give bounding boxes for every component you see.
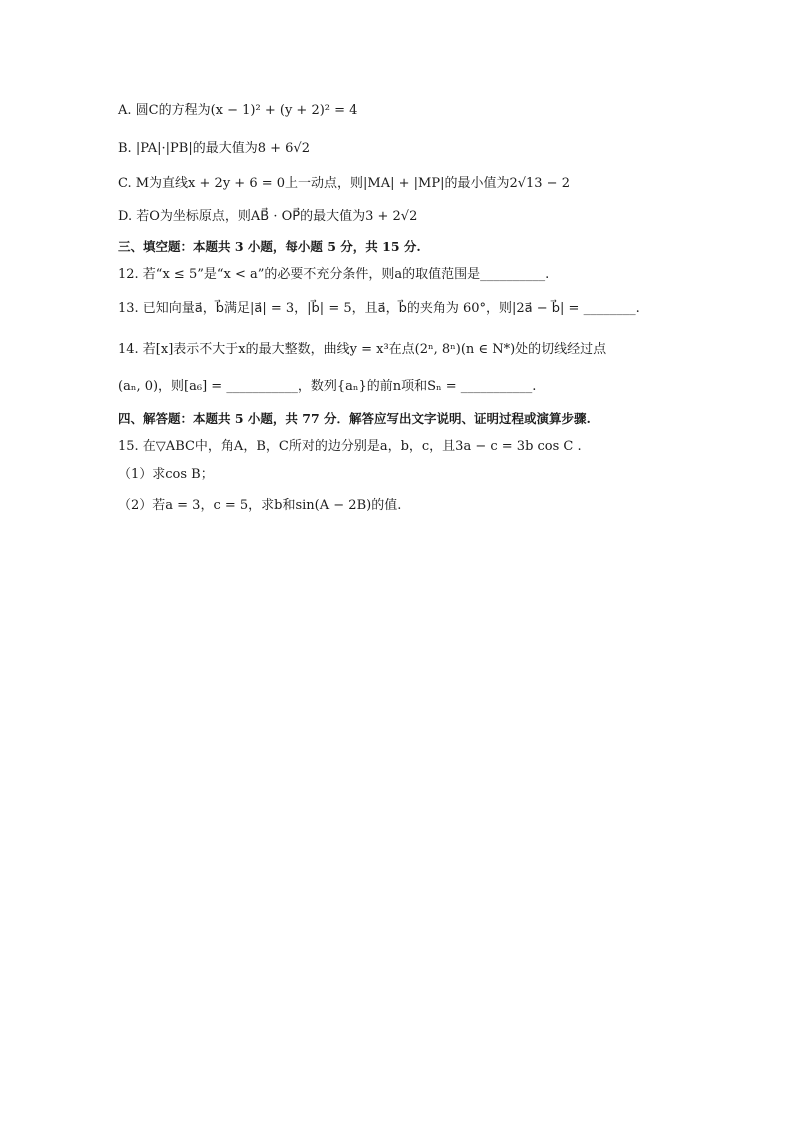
question-13: 13. 已知向量a⃗，b⃗满足|a⃗| = 3，|b⃗| = 5，且a⃗，b⃗的夹角为 60°，则|2a⃗ − b⃗| = ________. — [118, 301, 640, 316]
option-a: A. 圆C的方程为(x − 1)² + (y + 2)² = 4 — [118, 103, 358, 118]
question-14-line2: (aₙ, 0)，则[a₆] = ___________，数列{aₙ}的前n项和Sₙ = ___________. — [118, 379, 537, 394]
question-14-line1: 14. 若[x]表示不大于x的最大整数，曲线y = x³在点(2ⁿ, 8ⁿ)(n ∈ N*)处的切线经过点 — [118, 342, 607, 357]
option-b: B. |PA|·|PB|的最大值为8 + 6√2 — [118, 141, 310, 156]
section-heading-answer: 四、解答题：本题共 5 小题，共 77 分．解答应写出文字说明、证明过程或演算步骤. — [118, 411, 591, 426]
question-15-part1: （1）求cos B； — [118, 467, 214, 482]
question-15: 15. 在▽ABC中，角A，B，C所对的边分别是a，b，c，且3a − c = 3b cos C . — [118, 439, 582, 454]
question-12: 12. 若“x ≤ 5”是“x < a”的必要不充分条件，则a的取值范围是__________. — [118, 267, 550, 282]
option-c: C. M为直线x + 2y + 6 = 0上一动点，则|MA| + |MP|的最小值为2√13 − 2 — [118, 176, 570, 191]
section-heading-fill-in: 三、填空题：本题共 3 小题，每小题 5 分，共 15 分. — [118, 239, 421, 254]
option-d: D. 若O为坐标原点，则AB⃗ · OP⃗的最大值为3 + 2√2 — [118, 209, 418, 224]
question-15-part2: （2）若a = 3，c = 5，求b和sin(A − 2B)的值. — [118, 498, 402, 513]
